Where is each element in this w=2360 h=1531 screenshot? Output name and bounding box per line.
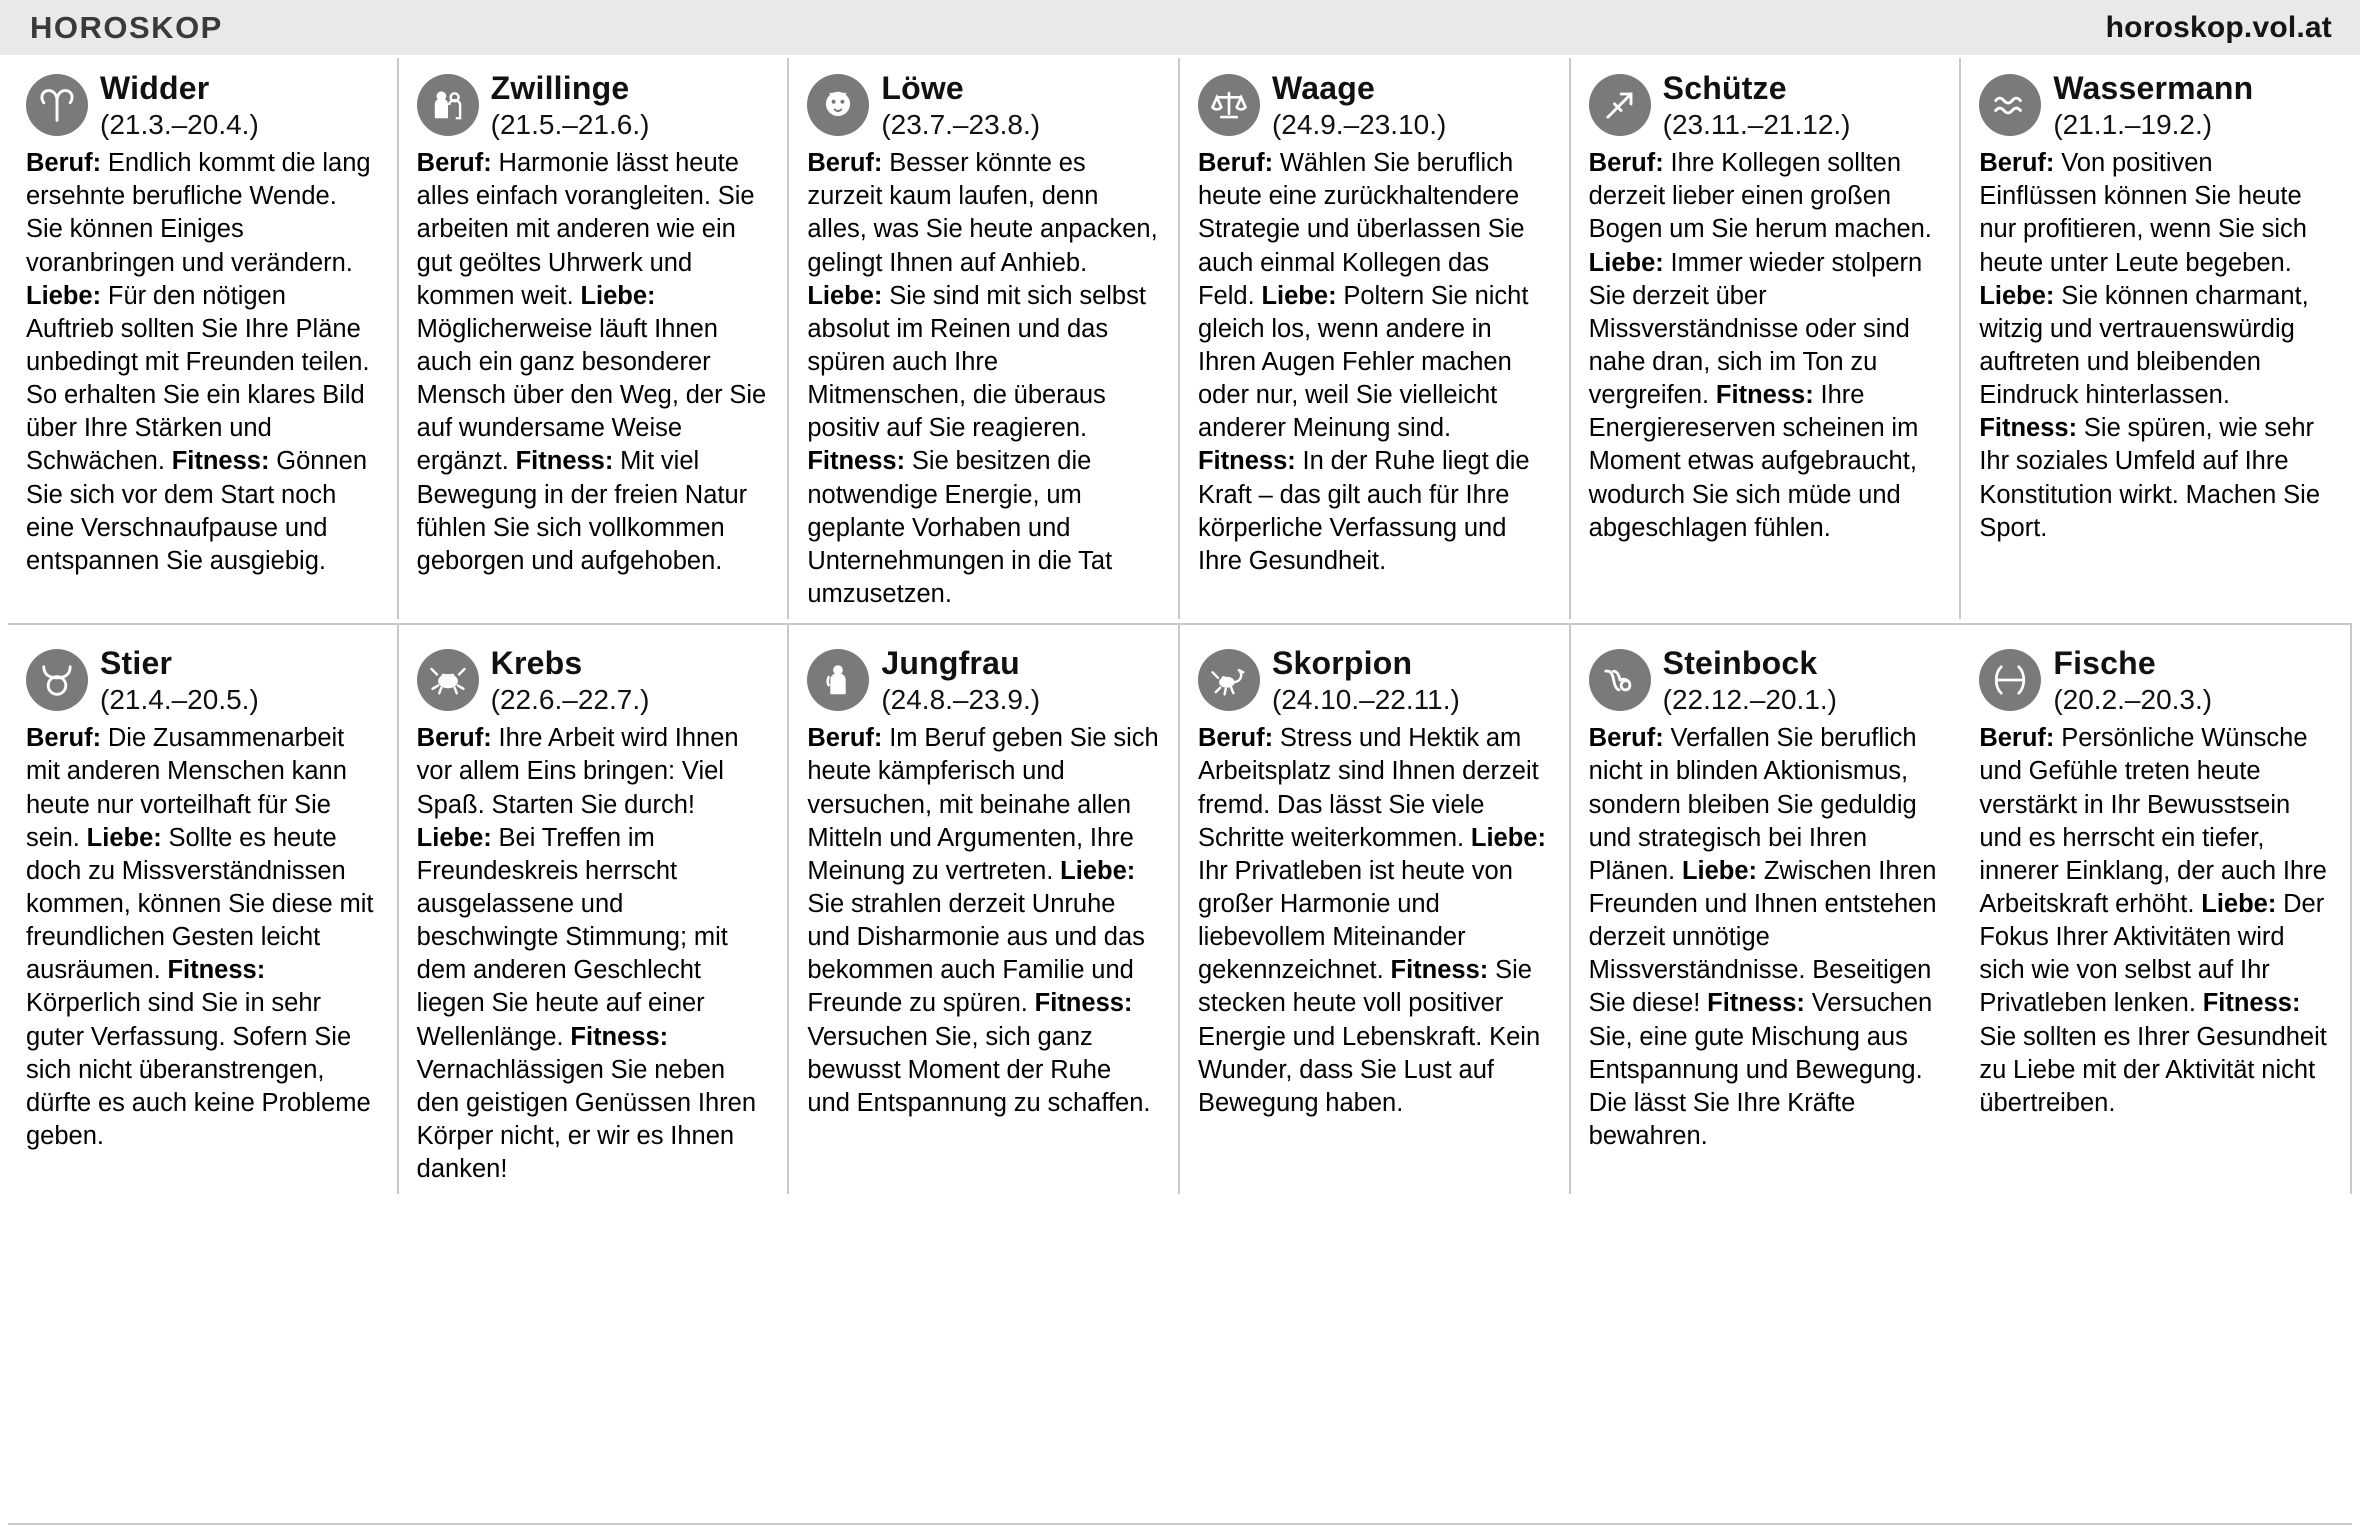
horoscope-card [399,58,790,619]
sign-date-range: (24.10.–22.11.) [1271,683,1460,715]
sign-date-range: (21.1.–19.2.) [2053,108,2213,140]
gemini-twins-icon [417,74,479,136]
sign-header [1198,647,1551,716]
sign-name: Widder [100,70,210,106]
sign-name: Löwe [881,70,964,106]
horoscope-card [789,58,1180,619]
sign-date-range: (24.9.–23.10.) [1271,108,1447,140]
sign-name: Waage [1271,70,1375,106]
sign-forecast-text: Beruf: Besser könnte es zurzeit kaum laufen, denn alles, was Sie heute anpacken, gelingt Ihnen auf Anhieb. Liebe: Sie sind mit sich selbst absolut im Reinen und das spüren auch Ihre Mitmenschen, die überaus positiv auf Sie reagieren. Fitness: Sie besitzen die notwendige Energie, um geplante Vorhaben und Unternehmungen in die Tat umzusetzen. [807,149,1158,609]
aquarius-waterbearer-icon [1979,74,2041,136]
sign-header [1979,647,2332,716]
sign-forecast-text: Beruf: Stress und Hektik am Arbeitsplatz sind Ihnen derzeit fremd. Das lässt Sie viele Schritte weiterkommen. Liebe: Ihr Privatleben ist heute von großer Harmonie und liebevollem Miteinander gekennzeichnet. Fitness: Sie stecken heute voll positiver Energie und Lebenskraft. Kein Wunder, dass Sie Lust auf Bewegung haben. [1197,724,1546,1117]
sign-titles [491,72,650,141]
sign-name: Zwillinge [490,70,630,106]
sign-header [1589,72,1942,141]
pisces-fish-icon [1979,649,2041,711]
sign-forecast-text: Beruf: Im Beruf geben Sie sich heute kämpferisch und versuchen, mit beinahe allen Mitteln und Argumenten, Ihre Meinung zu vertreten. Liebe: Sie strahlen derzeit Unruhe und Disharmonie aus und das bekommen auch Familie und Freunde zu spüren. Fitness: Versuchen Sie, sich ganz bewusst Moment der Ruhe und Entspannung zu schaffen. [807,724,1159,1117]
sign-name: Schütze [1662,70,1787,106]
sign-forecast-text: Beruf: Persönliche Wünsche und Gefühle treten heute verstärkt in Ihr Bewusstsein und es herrscht ein tiefer, innerer Einklang, der auch Ihre Arbeitskraft erhöht. Liebe: Der Fokus Ihrer Aktivitäten wird sich wie von selbst auf Ihr Privatleben lenken. Fitness: Sie sollten es Ihrer Gesundheit zu Liebe mit der Aktivität nicht übertreiben. [1979,724,2327,1117]
sign-name: Fische [2053,645,2156,682]
sign-titles [881,647,1040,716]
sign-name: Steinbock [1662,645,1818,682]
sagittarius-archer-icon [1589,74,1651,136]
sign-titles [1663,647,1837,716]
horoscope-card [789,625,1180,1194]
sign-titles [881,72,1040,141]
sign-header [26,72,379,141]
sign-titles [2053,72,2253,141]
horoscope-card [1961,58,2352,619]
sign-titles [491,647,650,716]
sign-header [1198,72,1551,141]
sign-titles [1663,72,1851,141]
sign-forecast-text: Beruf: Endlich kommt die lang ersehnte berufliche Wende. Sie können Einiges voranbringen und verändern. Liebe: Für den nötigen Auftrieb sollten Sie Ihre Pläne unbedingt mit Freunden teilen. So erhalten Sie ein klares Bild über Ihre Stärken und Schwächen. Fitness: Gönnen Sie sich vor dem Start noch eine Verschnaufpause und entspannen Sie ausgiebig. [26,149,371,575]
source-url: horoskop.vol.at [2105,10,2332,44]
sign-header [417,72,770,141]
sign-date-range: (24.8.–23.9.) [881,683,1041,715]
sign-date-range: (21.4.–20.5.) [100,683,259,715]
scorpio-scorpion-icon [1198,649,1260,711]
capricorn-goat-icon [1589,649,1651,711]
sign-date-range: (22.12.–20.1.) [1662,683,1837,715]
sign-titles [100,647,259,716]
horoscope-card [399,625,790,1194]
sign-header [807,647,1160,716]
horoscope-card [8,58,399,619]
horoscope-card [1180,58,1571,619]
sign-forecast-text: Beruf: Ihre Arbeit wird Ihnen vor allem Eins bringen: Viel Spaß. Starten Sie durch! Liebe: Bei Treffen im Freundeskreis herrscht ausgelassene und beschwingte Stimmung; mit dem anderen Geschlecht liegen Sie heute auf einer Wellenlänge. Fitness: Vernachlässigen Sie neben den geistigen Genüssen Ihren Körper nicht, er wir es Ihnen danken! [416,724,756,1184]
sign-forecast-text: Beruf: Die Zusammenarbeit mit anderen Menschen kann heute nur vorteilhaft für Sie sein. Liebe: Sollte es heute doch zu Missverständnissen kommen, können Sie diese mit freundlichen Gesten leicht ausräumen. Fitness: Körperlich sind Sie in sehr guter Verfassung. Sofern Sie sich nicht überanstrengen, dürfte es auch keine Probleme geben. [26,724,374,1151]
page-header [0,0,2360,58]
sign-titles [2053,647,2212,716]
sign-titles [100,72,259,141]
sign-titles [1272,647,1460,716]
sign-header [417,647,770,716]
taurus-bull-icon [26,649,88,711]
sign-date-range: (22.6.–22.7.) [490,683,650,715]
page-title: HOROSKOP [30,9,223,45]
sign-date-range: (21.5.–21.6.) [490,108,650,140]
cancer-crab-icon [417,649,479,711]
sign-date-range: (23.7.–23.8.) [881,108,1041,140]
horoscope-card [8,625,399,1194]
sign-name: Skorpion [1271,645,1413,682]
libra-scales-icon [1198,74,1260,136]
leo-lion-icon [807,74,869,136]
sign-forecast-text: Beruf: Verfallen Sie beruflich nicht in blinden Aktionismus, sondern bleiben Sie geduldig und strategisch bei Ihren Plänen. Liebe: Zwischen Ihren Freunden und Ihnen entstehen derzeit unnötige Missverständnisse. Beseitigen Sie diese! Fitness: Versuchen Sie, eine gute Mischung aus Entspannung und Bewegung. Die lässt Sie Ihre Kräfte bewahren. [1588,724,1937,1151]
sign-header [807,72,1160,141]
horoscope-card [1180,625,1571,1194]
sign-name: Wassermann [2053,70,2254,106]
aries-ram-icon [26,74,88,136]
virgo-maiden-icon [807,649,869,711]
horoscope-card [1571,625,1962,1194]
sign-header [1589,647,1944,716]
horoscope-card [1961,625,2352,1194]
sign-date-range: (21.3.–20.4.) [100,108,259,140]
sign-date-range: (20.2.–20.3.) [2053,683,2213,715]
sign-name: Jungfrau [881,645,1020,682]
sign-header [1979,72,2334,141]
sign-forecast-text: Beruf: Ihre Kollegen sollten derzeit lieber einen großen Bogen um Sie herum machen. Liebe: Immer wieder stolpern Sie derzeit über Missverständnisse oder sind nahe dran, sich im Ton zu vergreifen. Fitness: Ihre Energiereserven scheinen im Moment etwas aufgebraucht, wodurch Sie sich müde und abgeschlagen fühlen. [1588,149,1932,542]
footer-divider [8,1523,2352,1525]
sign-name: Krebs [490,645,583,682]
horoscope-grid [0,58,2360,1194]
sign-forecast-text: Beruf: Von positiven Einflüssen können Sie heute nur profitieren, wenn Sie sich heute unter Leute begeben. Liebe: Sie können charmant, witzig und vertrauenswürdig auftreten und bleibenden Eindruck hinterlassen. Fitness: Sie spüren, wie sehr Ihr soziales Umfeld auf Ihre Konstitution wirkt. Machen Sie Sport. [1979,149,2321,542]
sign-header [26,647,379,716]
sign-titles [1272,72,1446,141]
horoscope-card [1571,58,1962,619]
sign-name: Stier [100,645,173,682]
sign-forecast-text: Beruf: Harmonie lässt heute alles einfach vorangleiten. Sie arbeiten mit anderen wie ein gut geöltes Uhrwerk und kommen weit. Liebe: Möglicherweise läuft Ihnen auch ein ganz besonderer Mensch über den Weg, der Sie auf wundersame Weise ergänzt. Fitness: Mit viel Bewegung in der freien Natur fühlen Sie sich vollkommen geborgen und aufgehoben. [416,149,767,575]
sign-forecast-text: Beruf: Wählen Sie beruflich heute eine zurückhaltendere Strategie und überlassen Sie auch einmal Kollegen das Feld. Liebe: Poltern Sie nicht gleich los, wenn andere in Ihren Augen Fehler machen oder nur, weil Sie vielleicht anderer Meinung sind. Fitness: In der Ruhe liegt die Kraft – das gilt auch für Ihre körperliche Verfassung und Ihre Gesundheit. [1197,149,1530,575]
sign-date-range: (23.11.–21.12.) [1662,108,1851,140]
